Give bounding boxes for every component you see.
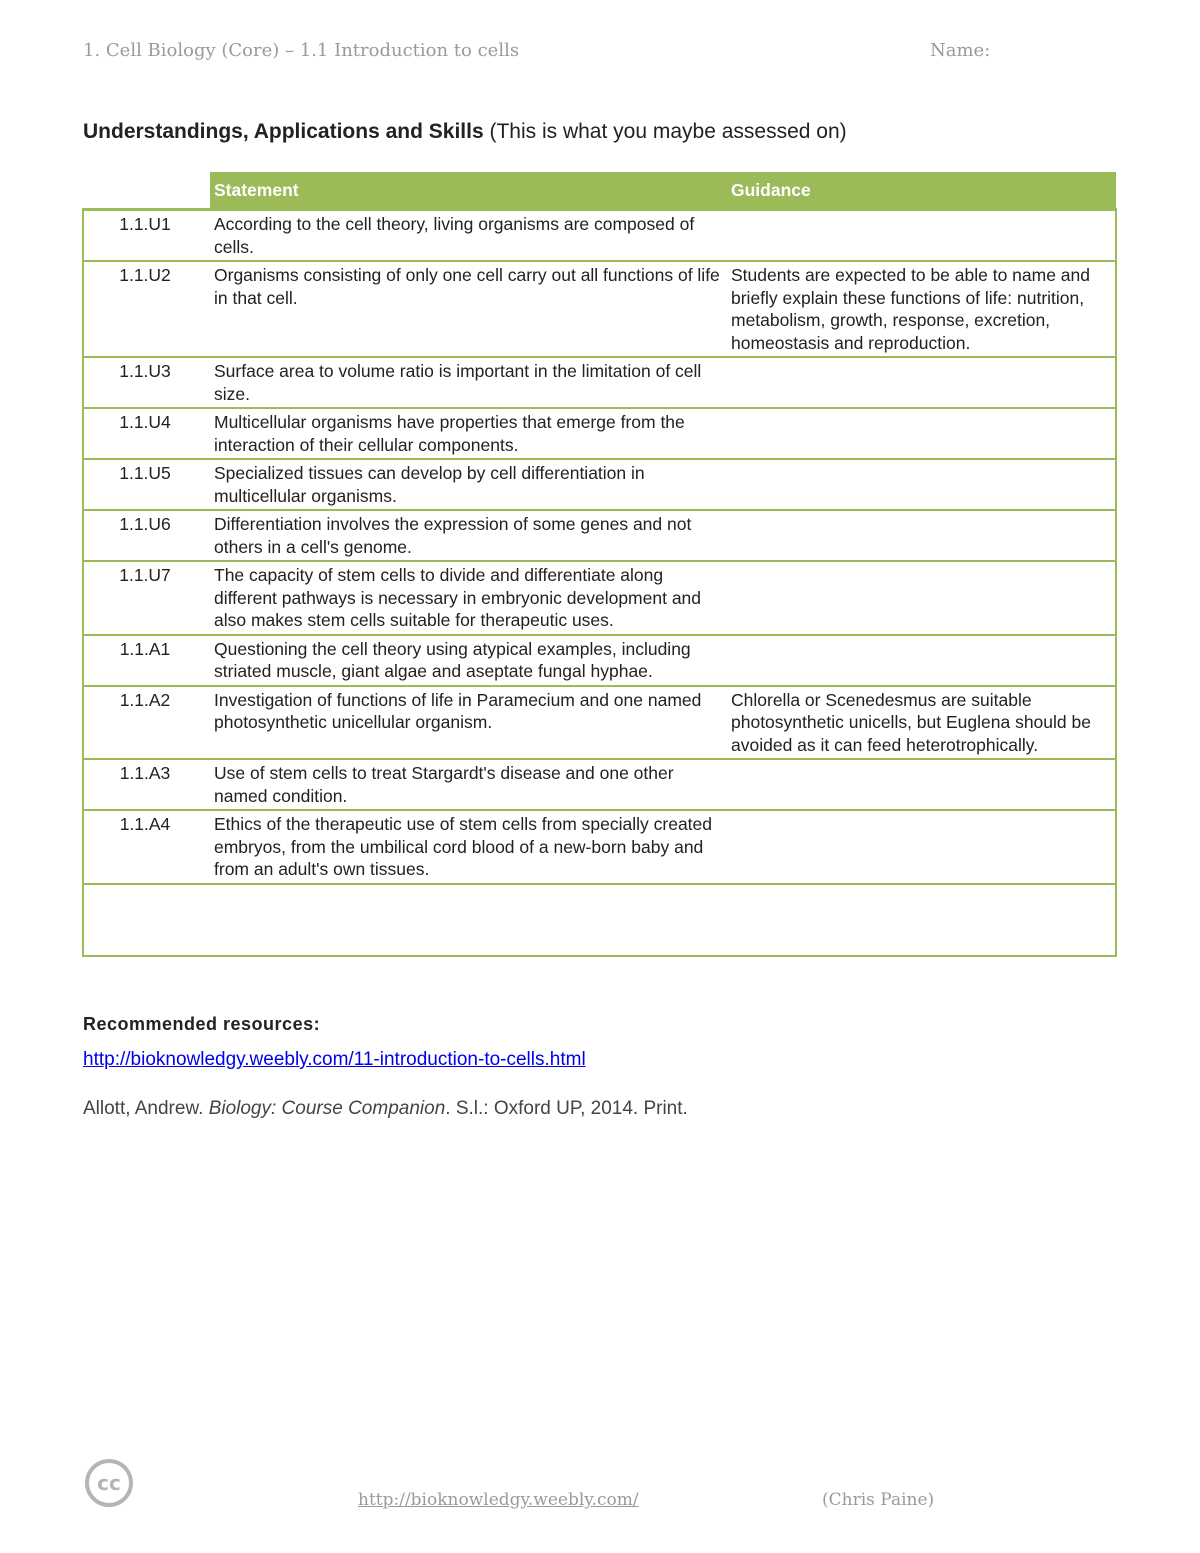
row-id: 1.1.U2 [83,261,210,357]
header-guidance: Guidance [727,172,1116,210]
cc-icon [84,1458,134,1508]
header-name-label: Name: [930,40,991,61]
citation-title: Biology: Course Companion [208,1098,446,1119]
table-row [83,408,1116,459]
row-id: 1.1.A1 [83,635,210,686]
header-statement: Statement [210,172,727,210]
row-guidance [727,510,1116,561]
row-statement: Organisms consisting of only one cell carry out all functions of life in that cell. [210,261,727,357]
citation-author: Allott, Andrew. [83,1098,209,1119]
row-id: 1.1.U5 [83,459,210,510]
citation-rest: . S.l.: Oxford UP, 2014. Print. [445,1098,688,1119]
table-row [83,510,1116,561]
row-statement: Questioning the cell theory using atypical examples, including striated muscle, giant algae and aseptate fungal hyphae. [210,635,727,686]
table-header-row [83,172,1116,210]
row-guidance [727,459,1116,510]
row-id: 1.1.U3 [83,357,210,408]
row-statement: Investigation of functions of life in Paramecium and one named photosynthetic unicellular organism. [210,686,727,760]
table-row [83,561,1116,635]
spec-table [82,172,1117,957]
row-guidance [727,635,1116,686]
row-guidance: Students are expected to be able to name and briefly explain these functions of life: nutrition, metabolism, growth, response, excretion, homeostasis and reproduction. [727,261,1116,357]
row-statement: Multicellular organisms have properties that emerge from the interaction of their cellular components. [210,408,727,459]
table-empty-row [83,884,1116,956]
table-row [83,686,1116,760]
header-blank-cell [83,172,210,210]
section-title-note: (This is what you maybe assessed on) [483,120,847,143]
row-id: 1.1.A4 [83,810,210,884]
table-row [83,357,1116,408]
empty-cell [83,884,210,956]
row-id: 1.1.U7 [83,561,210,635]
resources-link[interactable]: http://bioknowledgy.weebly.com/11-introduction-to-cells.html [83,1049,586,1070]
table-row [83,810,1116,884]
resources-title: Recommended resources: [83,1014,321,1034]
row-statement: Specialized tissues can develop by cell differentiation in multicellular organisms. [210,459,727,510]
empty-cell [210,884,727,956]
table-row [83,759,1116,810]
row-id: 1.1.U6 [83,510,210,561]
cc-icon-text: cc [97,1471,121,1495]
row-statement: Use of stem cells to treat Stargardt's disease and one other named condition. [210,759,727,810]
table-body [83,210,1116,956]
row-guidance [727,210,1116,262]
row-guidance [727,810,1116,884]
header-topic: 1. Cell Biology (Core) – 1.1 Introduction to cells [83,40,520,61]
row-statement: According to the cell theory, living organisms are composed of cells. [210,210,727,262]
footer-link[interactable]: http://bioknowledgy.weebly.com/ [358,1490,639,1510]
row-guidance [727,357,1116,408]
table-row [83,210,1116,262]
table-row [83,635,1116,686]
row-guidance: Chlorella or Scenedesmus are suitable photosynthetic unicells, but Euglena should be avoided as it can feed heterotrophically. [727,686,1116,760]
row-statement: Surface area to volume ratio is important in the limitation of cell size. [210,357,727,408]
table-row [83,459,1116,510]
row-id: 1.1.U1 [83,210,210,262]
row-id: 1.1.A2 [83,686,210,760]
row-statement: Differentiation involves the expression of some genes and not others in a cell's genome. [210,510,727,561]
section-title [83,120,847,144]
row-guidance [727,408,1116,459]
row-guidance [727,759,1116,810]
row-id: 1.1.U4 [83,408,210,459]
row-id: 1.1.A3 [83,759,210,810]
footer-author: (Chris Paine) [822,1490,935,1510]
row-statement: The capacity of stem cells to divide and differentiate along different pathways is necessary in embryonic development and also makes stem cells suitable for therapeutic uses. [210,561,727,635]
row-guidance [727,561,1116,635]
section-title-bold: Understandings, Applications and Skills [83,120,484,143]
row-statement: Ethics of the therapeutic use of stem cells from specially created embryos, from the umbilical cord blood of a new-born baby and from an adult's own tissues. [210,810,727,884]
table-row [83,261,1116,357]
citation [83,1098,688,1120]
empty-cell [727,884,1116,956]
